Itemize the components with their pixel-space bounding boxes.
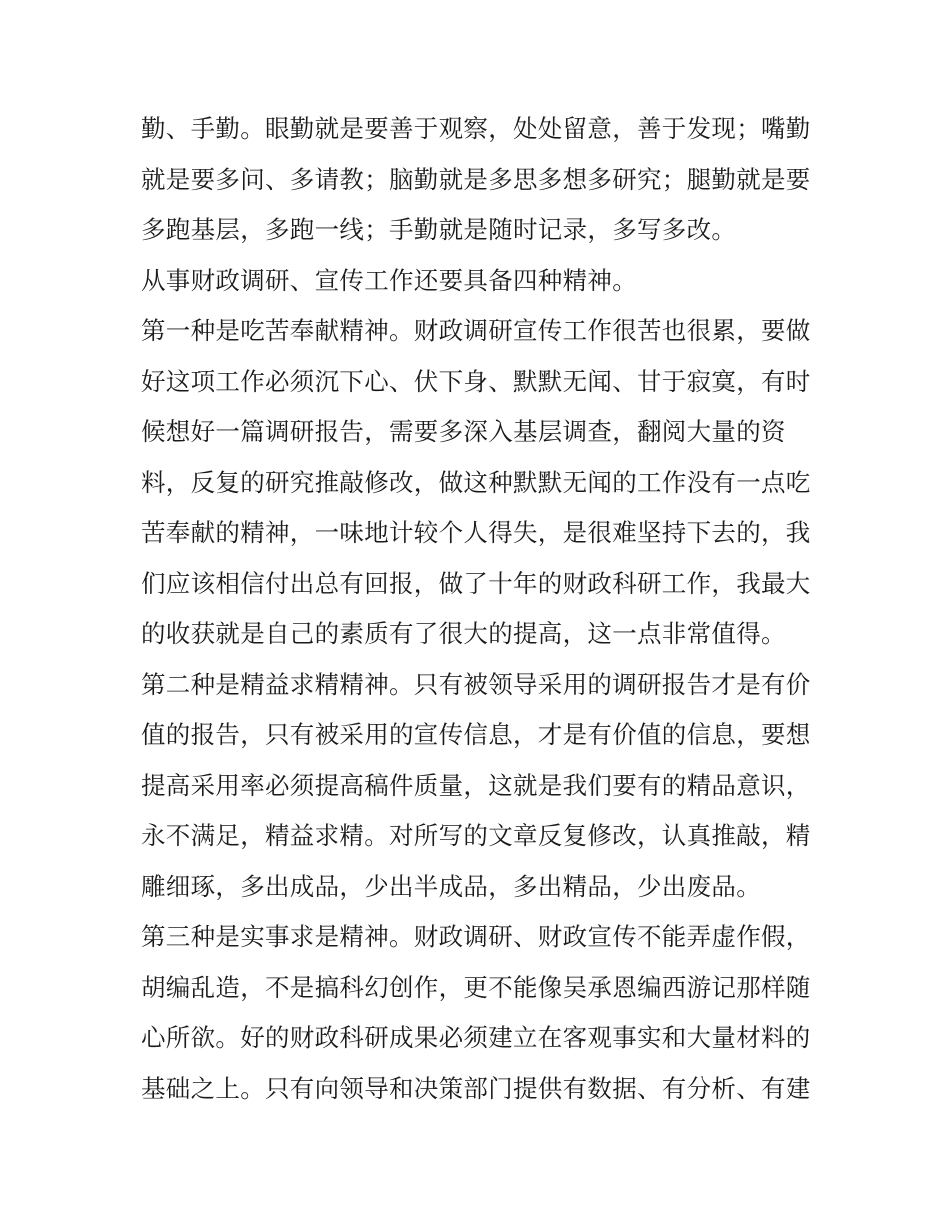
text-line: 胡编乱造，不是搞科幻创作，更不能像吴承恩编西游记那样随 [141,972,811,1002]
text-line: 们应该相信付出总有回报，做了十年的财政科研工作，我最大 [141,568,811,598]
text-line: 好这项工作必须沉下心、伏下身、默默无闻、甘于寂寞，有时 [141,366,811,396]
text-line: 的收获就是自己的素质有了很大的提高，这一点非常值得。 [141,619,786,648]
text-line: 第二种是精益求精精神。只有被领导采用的调研报告才是有价 [141,669,811,699]
text-line: 多跑基层，多跑一线；手勤就是随时记录，多写多改。 [141,215,737,244]
text-line: 候想好一篇调研报告，需要多深入基层调查，翻阅大量的资 [141,417,786,446]
text-line: 提高采用率必须提高稿件质量，这就是我们要有的精品意识， [141,770,811,800]
text-line: 雕细琢，多出成品，少出半成品，多出精品，少出废品。 [141,871,761,901]
text-line: 勤、手勤。眼勤就是要善于观察，处处留意，善于发现；嘴勤 [141,114,811,143]
text-line: 第一种是吃苦奉献精神。财政调研宣传工作很苦也很累，要做 [141,316,811,345]
text-line: 料，反复的研究推敲修改，做这种默默无闻的工作没有一点吃 [141,467,811,497]
text-line: 基础之上。只有向领导和决策部门提供有数据、有分析、有建 [141,1073,811,1103]
body-text [141,104,821,1114]
text-line: 心所欲。好的财政科研成果必须建立在客观事实和大量材料的 [141,1023,811,1052]
text-line: 就是要多问、多请教；脑勤就是多思多想多研究；腿勤就是要 [141,164,811,194]
text-line: 值的报告，只有被采用的宣传信息，才是有价值的信息，要想 [141,720,811,749]
text-line: 从事财政调研、宣传工作还要具备四种精神。 [141,265,637,295]
text-line: 永不满足，精益求精。对所写的文章反复修改，认真推敲，精 [141,821,811,850]
text-line: 苦奉献的精神，一味地计较个人得失，是很难坚持下去的，我 [141,518,811,547]
text-line: 第三种是实事求是精神。财政调研、财政宣传不能弄虚作假， [141,922,811,951]
